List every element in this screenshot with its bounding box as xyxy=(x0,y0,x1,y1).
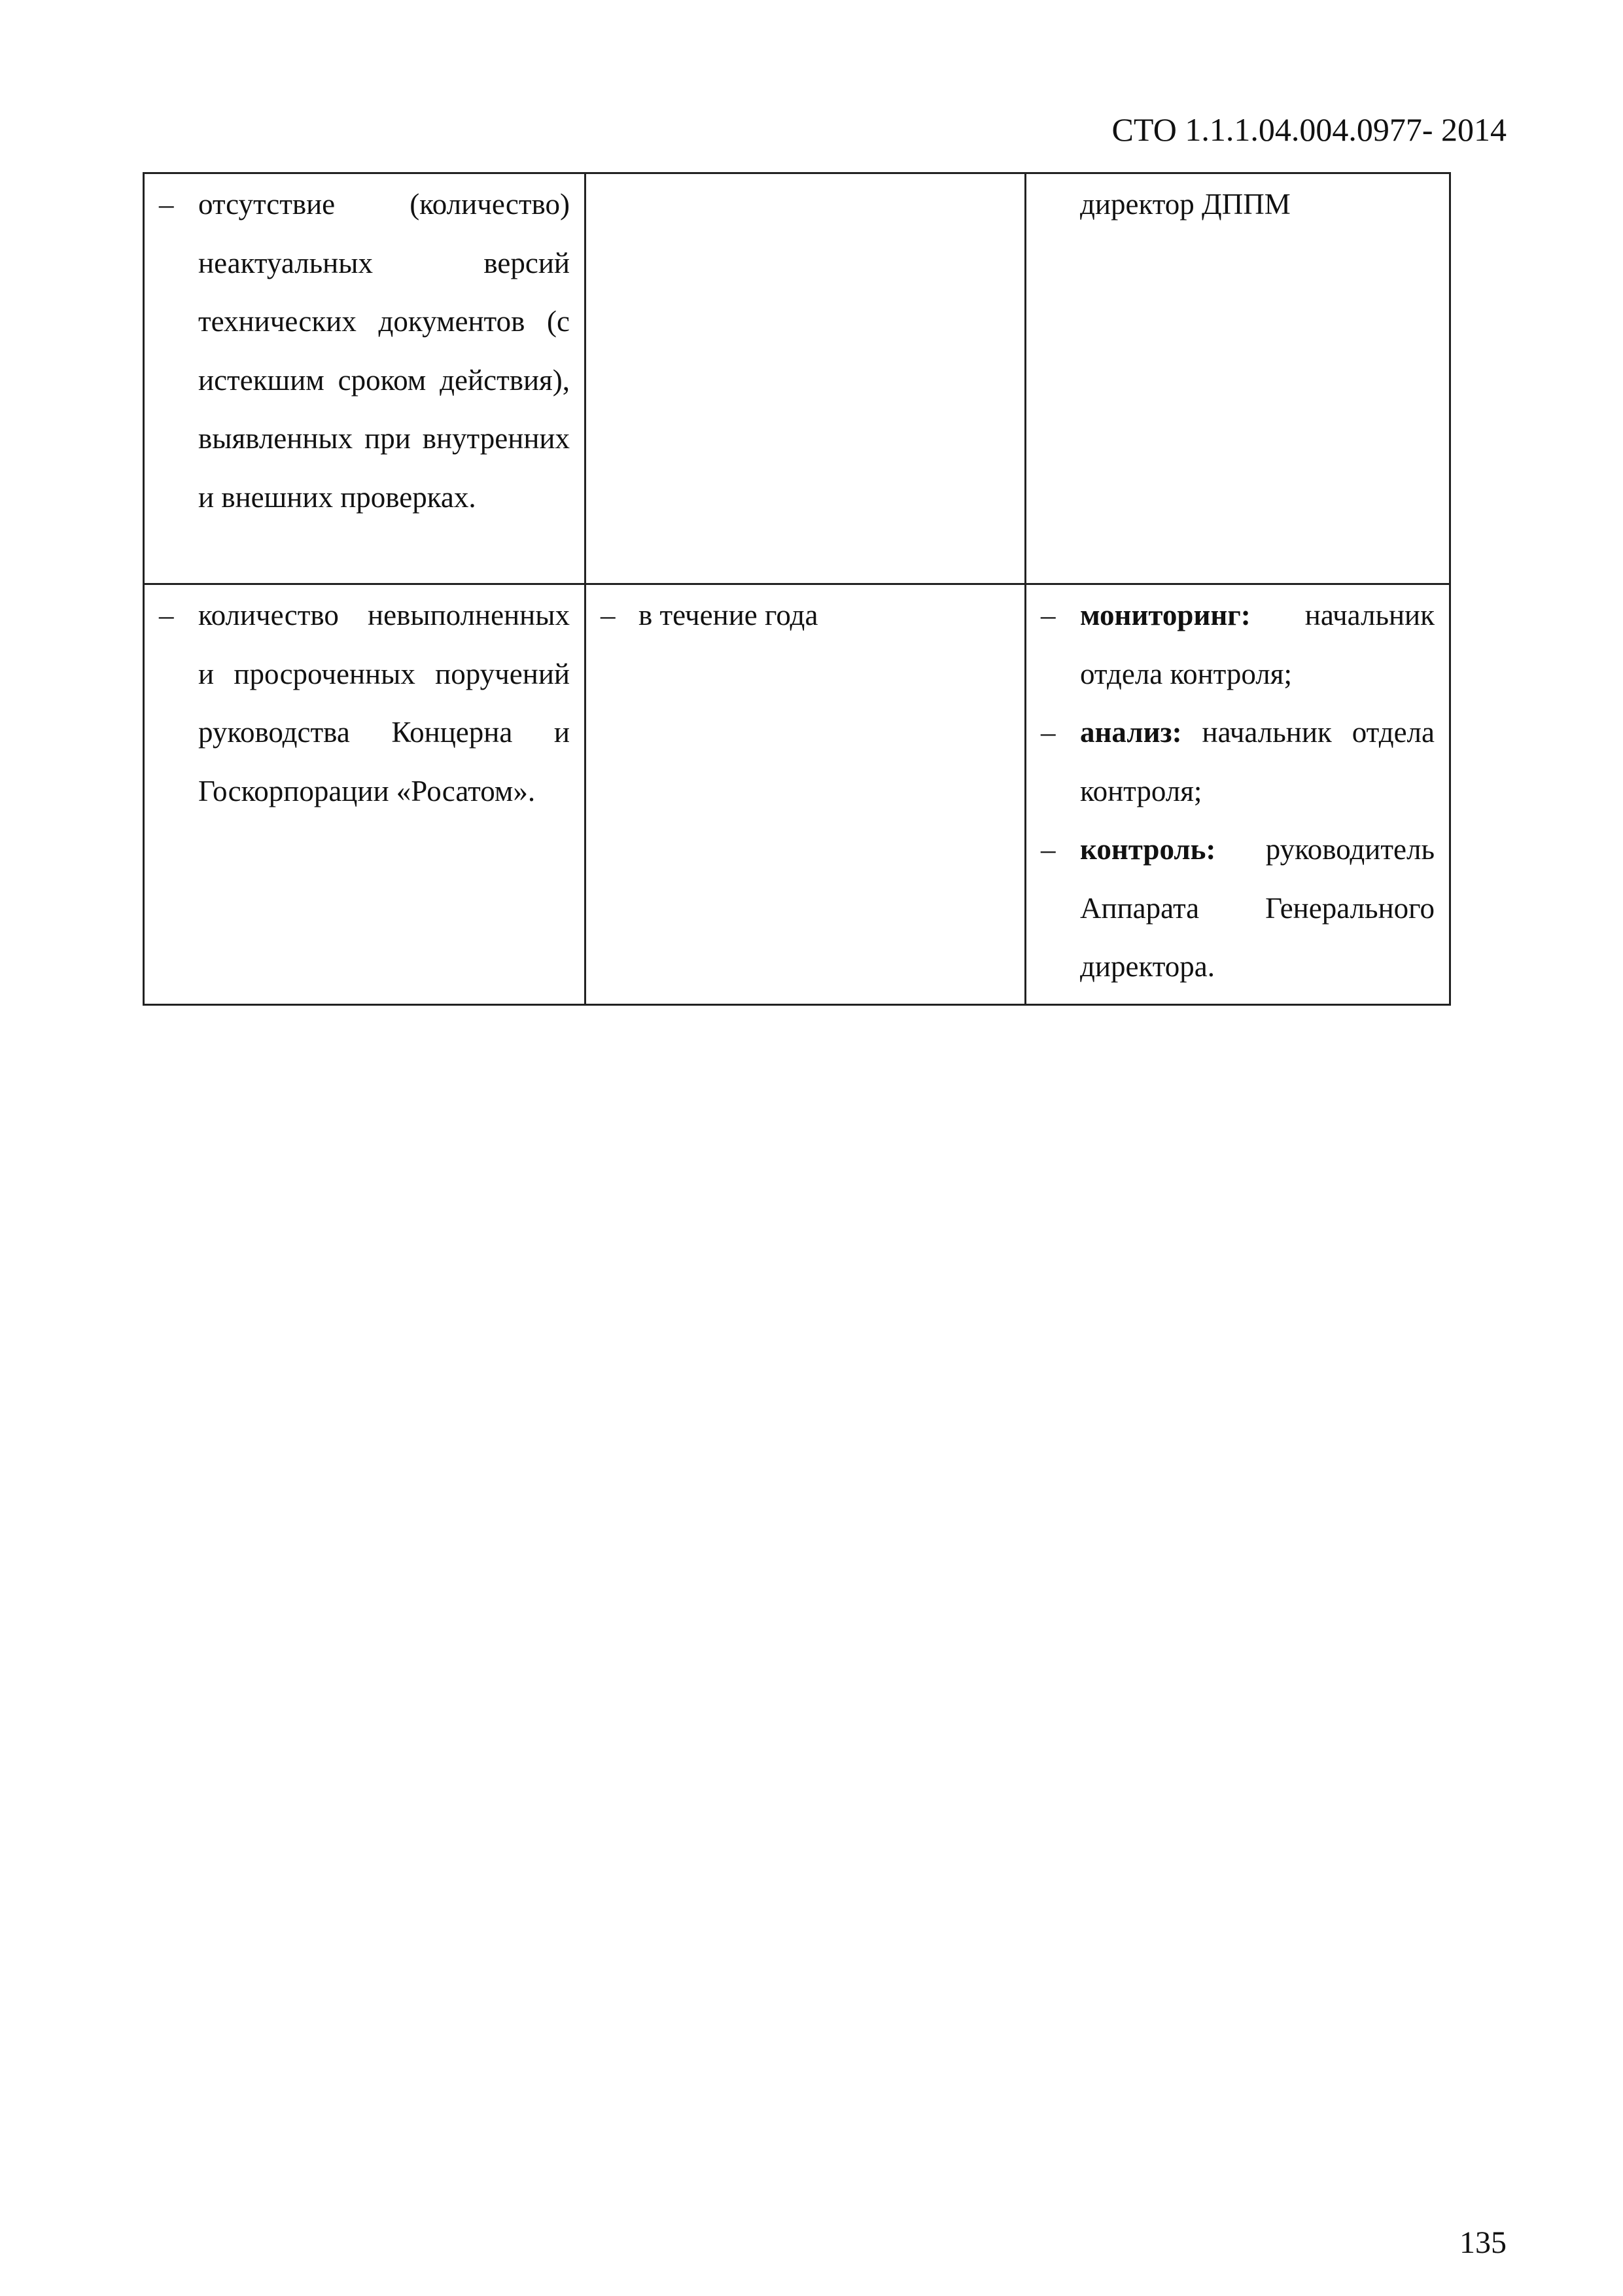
dash-marker: – xyxy=(159,599,174,631)
role-text: начальник отдела контроля; xyxy=(1080,599,1435,690)
responsible-item-control xyxy=(1026,821,1435,997)
role-label: анализ: xyxy=(1080,716,1182,749)
dash-marker: – xyxy=(159,188,174,221)
document-code: СТО 1.1.1.04.004.0977- 2014 xyxy=(1111,111,1507,148)
indicator-cell xyxy=(144,584,585,1005)
role-text: руководитель Аппарата Генерального директора. xyxy=(1080,833,1435,983)
indicator-text: количество невыполненных и просроченных поручений руководства Концерна и Госкорпорации «Росатом». xyxy=(198,599,570,807)
role-label: мониторинг: xyxy=(1080,599,1251,631)
responsible-cell xyxy=(1026,584,1450,1005)
dash-marker: – xyxy=(601,599,616,631)
responsible-item-monitoring xyxy=(1026,586,1435,703)
table-row xyxy=(144,584,1450,1005)
kpi-table xyxy=(143,172,1451,1006)
table-row xyxy=(144,173,1450,584)
period-text: в течение года xyxy=(638,599,818,631)
period-cell xyxy=(585,173,1026,584)
role-text: начальник отдела контроля; xyxy=(1080,716,1435,807)
dash-marker: – xyxy=(1041,599,1056,631)
indicator-text: отсутствие (количество) неактуальных версий технических документов (с истекшим сроком действия), выявленных при внутренних и внешних проверках. xyxy=(198,188,570,514)
dash-marker: – xyxy=(1041,833,1056,866)
period-cell xyxy=(585,584,1026,1005)
responsible-text: директор ДППМ xyxy=(1080,188,1291,221)
page-number: 135 xyxy=(1459,2225,1507,2260)
role-label: контроль: xyxy=(1080,833,1216,866)
responsible-item-analysis xyxy=(1026,703,1435,821)
dash-marker: – xyxy=(1041,716,1056,749)
indicator-cell xyxy=(144,173,585,584)
responsible-cell xyxy=(1026,173,1450,584)
